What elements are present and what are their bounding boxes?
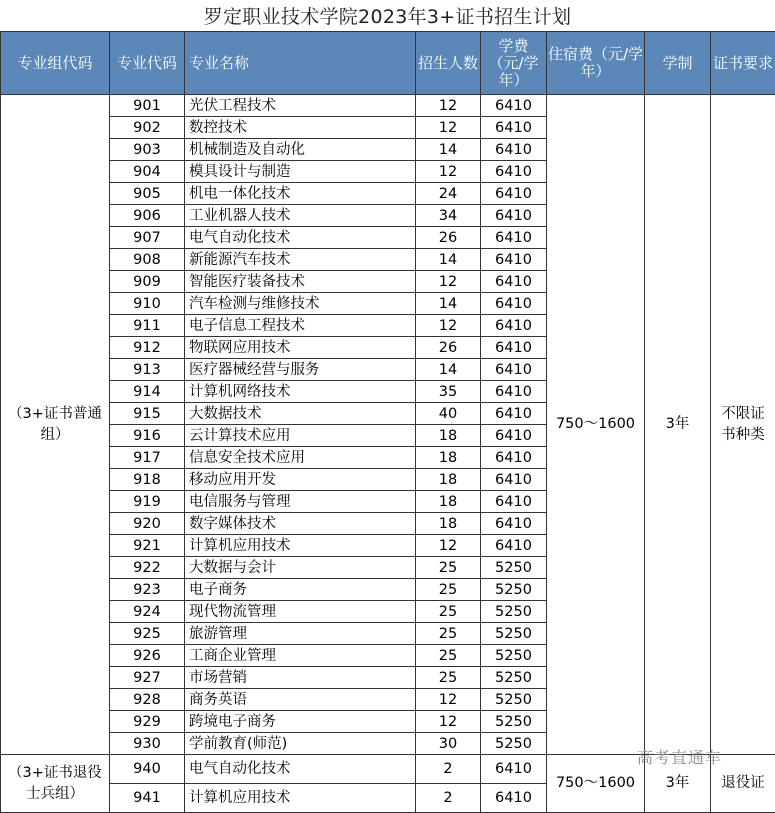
table-row <box>1 755 775 784</box>
enroll-count-cell: 18 <box>416 513 481 535</box>
enroll-count-cell: 14 <box>416 249 481 271</box>
group-name-cell: （3+证书退役士兵组） <box>1 755 110 813</box>
enroll-count-cell: 18 <box>416 469 481 491</box>
major-name-cell: 数字媒体技术 <box>185 513 416 535</box>
major-code-cell: 901 <box>110 95 185 117</box>
enroll-count-cell: 12 <box>416 95 481 117</box>
major-code-cell: 908 <box>110 249 185 271</box>
major-name-cell: 工商企业管理 <box>185 645 416 667</box>
header-enroll-count: 招生人数 <box>416 32 481 95</box>
tuition-cell: 6410 <box>481 337 547 359</box>
major-name-cell: 电子信息工程技术 <box>185 315 416 337</box>
enroll-count-cell: 12 <box>416 117 481 139</box>
major-code-cell: 927 <box>110 667 185 689</box>
major-code-cell: 941 <box>110 784 185 813</box>
major-code-cell: 912 <box>110 337 185 359</box>
enroll-count-cell: 25 <box>416 645 481 667</box>
tuition-cell: 5250 <box>481 667 547 689</box>
table-row <box>1 95 775 117</box>
tuition-cell: 6410 <box>481 161 547 183</box>
tuition-cell: 6410 <box>481 315 547 337</box>
tuition-cell: 6410 <box>481 491 547 513</box>
cert-requirement-cell: 不限证书种类 <box>711 95 775 755</box>
major-name-cell: 机电一体化技术 <box>185 183 416 205</box>
header-tuition: 学费（元/学年） <box>481 32 547 95</box>
major-code-cell: 907 <box>110 227 185 249</box>
enroll-count-cell: 18 <box>416 491 481 513</box>
enroll-count-cell: 25 <box>416 623 481 645</box>
tuition-cell: 5250 <box>481 601 547 623</box>
major-code-cell: 917 <box>110 447 185 469</box>
enroll-count-cell: 2 <box>416 784 481 813</box>
major-code-cell: 920 <box>110 513 185 535</box>
major-code-cell: 915 <box>110 403 185 425</box>
major-name-cell: 信息安全技术应用 <box>185 447 416 469</box>
major-code-cell: 922 <box>110 557 185 579</box>
tuition-cell: 6410 <box>481 205 547 227</box>
major-code-cell: 923 <box>110 579 185 601</box>
duration-cell: 3年 <box>645 755 711 813</box>
major-name-cell: 电子商务 <box>185 579 416 601</box>
tuition-cell: 6410 <box>481 293 547 315</box>
major-code-cell: 928 <box>110 689 185 711</box>
tuition-cell: 6410 <box>481 425 547 447</box>
tuition-cell: 5250 <box>481 579 547 601</box>
major-name-cell: 电气自动化技术 <box>185 227 416 249</box>
major-code-cell: 911 <box>110 315 185 337</box>
enroll-count-cell: 2 <box>416 755 481 784</box>
major-name-cell: 学前教育(师范) <box>185 733 416 755</box>
major-name-cell: 数控技术 <box>185 117 416 139</box>
enroll-count-cell: 12 <box>416 535 481 557</box>
enroll-count-cell: 18 <box>416 447 481 469</box>
tuition-cell: 5250 <box>481 645 547 667</box>
group-name-cell: （3+证书普通组） <box>1 95 110 755</box>
major-name-cell: 电信服务与管理 <box>185 491 416 513</box>
tuition-cell: 6410 <box>481 227 547 249</box>
duration-cell: 3年 <box>645 95 711 755</box>
major-code-cell: 904 <box>110 161 185 183</box>
tuition-cell: 5250 <box>481 711 547 733</box>
enroll-count-cell: 25 <box>416 667 481 689</box>
major-name-cell: 移动应用开发 <box>185 469 416 491</box>
major-name-cell: 计算机应用技术 <box>185 535 416 557</box>
enroll-count-cell: 12 <box>416 315 481 337</box>
major-name-cell: 物联网应用技术 <box>185 337 416 359</box>
tuition-cell: 6410 <box>481 95 547 117</box>
enroll-count-cell: 14 <box>416 293 481 315</box>
enroll-count-cell: 26 <box>416 337 481 359</box>
major-name-cell: 旅游管理 <box>185 623 416 645</box>
major-code-cell: 926 <box>110 645 185 667</box>
tuition-cell: 5250 <box>481 733 547 755</box>
major-code-cell: 916 <box>110 425 185 447</box>
enroll-count-cell: 40 <box>416 403 481 425</box>
major-name-cell: 商务英语 <box>185 689 416 711</box>
major-code-cell: 929 <box>110 711 185 733</box>
tuition-cell: 6410 <box>481 784 547 813</box>
tuition-cell: 6410 <box>481 755 547 784</box>
major-name-cell: 云计算技术应用 <box>185 425 416 447</box>
tuition-cell: 5250 <box>481 623 547 645</box>
enroll-count-cell: 25 <box>416 601 481 623</box>
major-name-cell: 电气自动化技术 <box>185 755 416 784</box>
enroll-count-cell: 30 <box>416 733 481 755</box>
major-code-cell: 903 <box>110 139 185 161</box>
tuition-cell: 6410 <box>481 183 547 205</box>
header-cert-requirement: 证书要求 <box>711 32 775 95</box>
enrollment-plan-table <box>0 31 775 813</box>
header-accommodation: 住宿费（元/学年） <box>547 32 645 95</box>
major-code-cell: 905 <box>110 183 185 205</box>
tuition-cell: 6410 <box>481 513 547 535</box>
tuition-cell: 6410 <box>481 381 547 403</box>
major-code-cell: 909 <box>110 271 185 293</box>
tuition-cell: 6410 <box>481 535 547 557</box>
major-name-cell: 现代物流管理 <box>185 601 416 623</box>
enroll-count-cell: 24 <box>416 183 481 205</box>
cert-requirement-cell: 退役证 <box>711 755 775 813</box>
tuition-cell: 6410 <box>481 249 547 271</box>
major-name-cell: 大数据技术 <box>185 403 416 425</box>
tuition-cell: 6410 <box>481 271 547 293</box>
major-code-cell: 913 <box>110 359 185 381</box>
watermark-text: 高考直通车 <box>637 745 722 768</box>
major-code-cell: 924 <box>110 601 185 623</box>
enroll-count-cell: 12 <box>416 711 481 733</box>
major-code-cell: 921 <box>110 535 185 557</box>
tuition-cell: 5250 <box>481 689 547 711</box>
enroll-count-cell: 26 <box>416 227 481 249</box>
header-major-name: 专业名称 <box>185 32 416 95</box>
major-code-cell: 930 <box>110 733 185 755</box>
tuition-cell: 6410 <box>481 117 547 139</box>
major-code-cell: 918 <box>110 469 185 491</box>
major-code-cell: 906 <box>110 205 185 227</box>
major-code-cell: 902 <box>110 117 185 139</box>
enroll-count-cell: 25 <box>416 579 481 601</box>
enroll-count-cell: 12 <box>416 689 481 711</box>
enroll-count-cell: 14 <box>416 359 481 381</box>
major-code-cell: 910 <box>110 293 185 315</box>
major-name-cell: 市场营销 <box>185 667 416 689</box>
major-name-cell: 医疗器械经营与服务 <box>185 359 416 381</box>
enroll-count-cell: 12 <box>416 161 481 183</box>
enroll-count-cell: 35 <box>416 381 481 403</box>
enroll-count-cell: 18 <box>416 425 481 447</box>
accommodation-cell: 750～1600 <box>547 95 645 755</box>
enroll-count-cell: 34 <box>416 205 481 227</box>
tuition-cell: 6410 <box>481 139 547 161</box>
header-major-code: 专业代码 <box>110 32 185 95</box>
tuition-cell: 6410 <box>481 447 547 469</box>
table-body <box>1 95 775 813</box>
major-name-cell: 模具设计与制造 <box>185 161 416 183</box>
tuition-cell: 6410 <box>481 403 547 425</box>
major-name-cell: 工业机器人技术 <box>185 205 416 227</box>
major-name-cell: 光伏工程技术 <box>185 95 416 117</box>
major-code-cell: 919 <box>110 491 185 513</box>
major-code-cell: 940 <box>110 755 185 784</box>
accommodation-cell: 750～1600 <box>547 755 645 813</box>
major-name-cell: 新能源汽车技术 <box>185 249 416 271</box>
major-name-cell: 计算机应用技术 <box>185 784 416 813</box>
major-name-cell: 计算机网络技术 <box>185 381 416 403</box>
page-title: 罗定职业技术学院2023年3+证书招生计划 <box>0 0 775 31</box>
major-name-cell: 大数据与会计 <box>185 557 416 579</box>
header-row <box>1 32 775 95</box>
enroll-count-cell: 14 <box>416 139 481 161</box>
major-name-cell: 智能医疗装备技术 <box>185 271 416 293</box>
major-name-cell: 跨境电子商务 <box>185 711 416 733</box>
major-code-cell: 925 <box>110 623 185 645</box>
header-group-code: 专业组代码 <box>1 32 110 95</box>
enroll-count-cell: 12 <box>416 271 481 293</box>
major-name-cell: 汽车检测与维修技术 <box>185 293 416 315</box>
tuition-cell: 5250 <box>481 557 547 579</box>
enroll-count-cell: 25 <box>416 557 481 579</box>
tuition-cell: 6410 <box>481 469 547 491</box>
header-duration: 学制 <box>645 32 711 95</box>
major-code-cell: 914 <box>110 381 185 403</box>
tuition-cell: 6410 <box>481 359 547 381</box>
major-name-cell: 机械制造及自动化 <box>185 139 416 161</box>
